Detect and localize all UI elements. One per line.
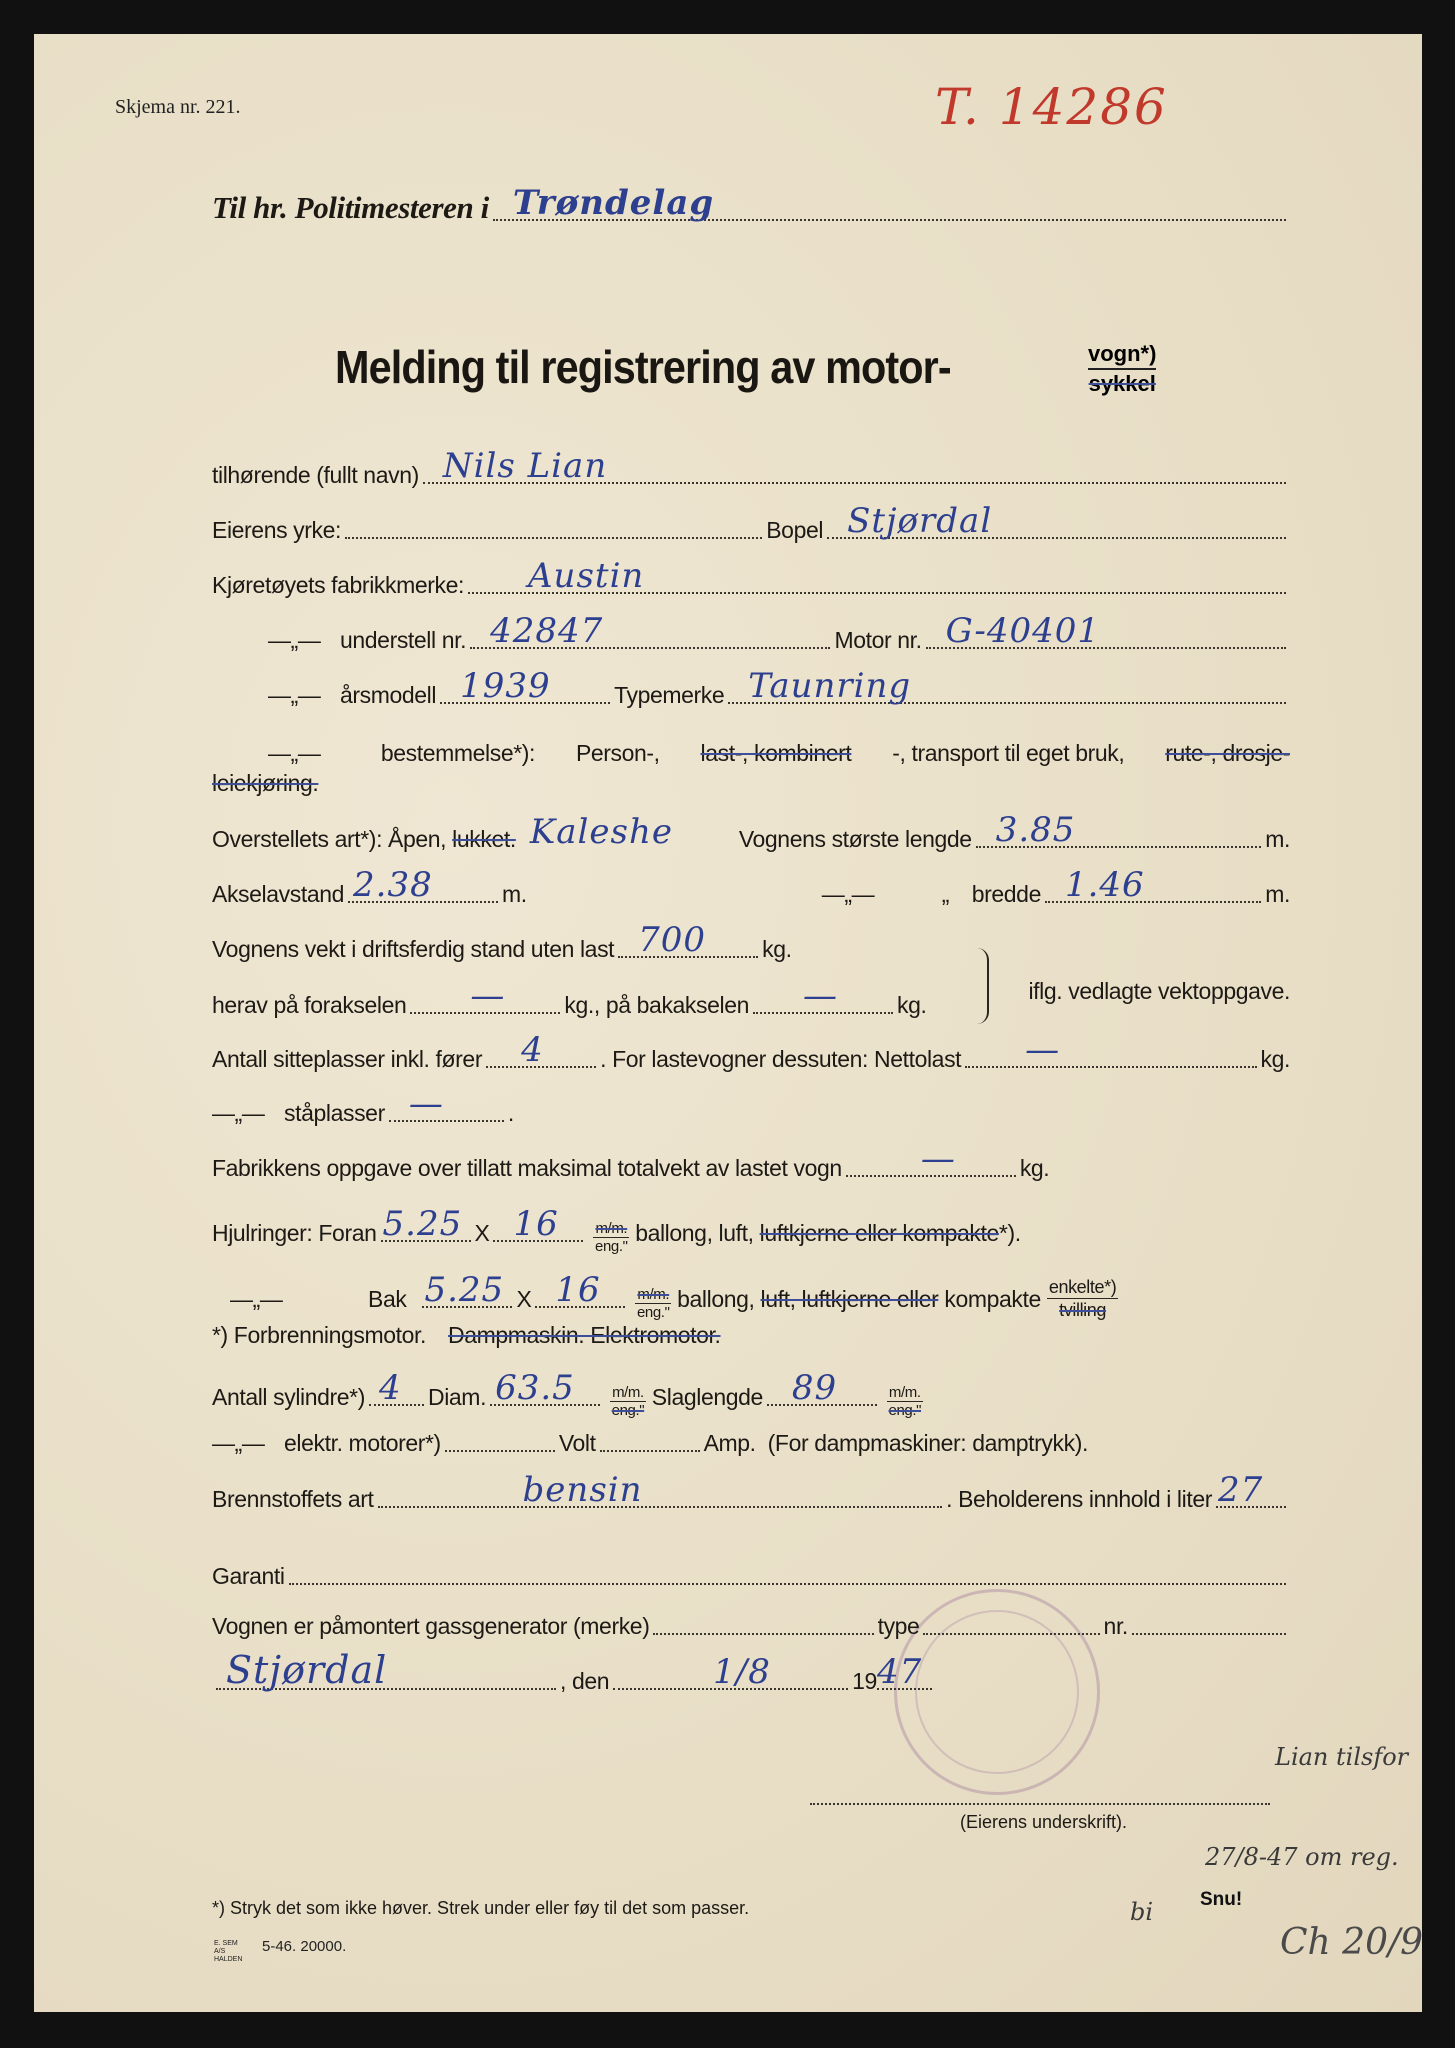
- owner-label: tilhørende (fullt navn): [212, 462, 419, 488]
- type-label: type: [877, 1613, 920, 1639]
- warranty-label: Garanti: [212, 1563, 285, 1589]
- ditto-mark: —„—: [268, 627, 321, 653]
- row-tires-front: [212, 1204, 1290, 1255]
- tire-rear-size-field[interactable]: [422, 1270, 512, 1310]
- row-engine-type: [212, 1322, 1290, 1349]
- unit-mm: m/m.: [888, 1384, 921, 1401]
- front-axle-label: herav på forakselen: [212, 992, 407, 1018]
- max-weight-field[interactable]: [846, 1139, 1016, 1179]
- diameter-label: Diam.: [428, 1384, 487, 1410]
- tank-value: 27: [1218, 1470, 1264, 1510]
- make-value: Austin: [528, 556, 645, 596]
- place-field[interactable]: [216, 1648, 556, 1692]
- margin-note-line1: Lian tilsfor: [1275, 1743, 1409, 1771]
- row-occupation: [212, 501, 1290, 544]
- times-sign: X: [474, 1220, 490, 1246]
- tire-rear-size: 5.25: [424, 1270, 505, 1310]
- rear-axle-value: —: [803, 976, 839, 1016]
- purpose-hire-struck: leiekjøring.: [212, 770, 319, 796]
- electric-motors-field[interactable]: [445, 1450, 555, 1452]
- cylinders-field[interactable]: [369, 1368, 424, 1408]
- addressee-value: Trøndelag: [512, 183, 715, 223]
- cylinders-value: 4: [379, 1368, 402, 1408]
- archive-reference: T. 14286: [935, 78, 1168, 136]
- diameter-field[interactable]: [490, 1368, 600, 1408]
- front-axle-field[interactable]: [410, 976, 560, 1016]
- unit-inch: eng.": [611, 1402, 645, 1419]
- tire-front-size-field[interactable]: [381, 1204, 471, 1244]
- printer-name: E. SEM A/S HALDEN: [214, 1940, 243, 1963]
- width-value: 1.46: [1064, 865, 1145, 905]
- motor-label: Motor nr.: [834, 627, 922, 653]
- owner-value: Nils Lian: [442, 446, 608, 486]
- unit-fraction: [635, 1286, 671, 1321]
- date-value: 1/8: [713, 1652, 771, 1692]
- row-tires-rear: [212, 1268, 1290, 1321]
- page-title: [335, 340, 951, 394]
- residence-field[interactable]: [827, 501, 1286, 541]
- addressee-field[interactable]: [493, 183, 1286, 223]
- length-field[interactable]: [976, 810, 1262, 850]
- year-value: 47: [876, 1652, 923, 1692]
- standing-value: —: [408, 1084, 444, 1124]
- net-load-value: —: [1025, 1030, 1061, 1070]
- unit-inch: eng.": [636, 1304, 670, 1321]
- row-purpose-cont: [212, 770, 1290, 797]
- row-purpose: [268, 740, 1290, 767]
- tank-label: . Beholderens innhold i liter: [946, 1486, 1212, 1512]
- volt-label: Volt: [558, 1430, 596, 1456]
- weight-unit: kg.: [762, 936, 792, 962]
- length-label: Vognens største lengde: [738, 826, 972, 852]
- engine-struck: Dampmaskin. Elektromotor.: [448, 1322, 721, 1348]
- type-label: Typemerke: [614, 682, 725, 708]
- weight-note: iflg. vedlagte vektoppgave.: [1028, 978, 1290, 1004]
- row-owner: [212, 446, 1290, 489]
- chassis-field[interactable]: [470, 611, 830, 651]
- tires-front-label: Hjulringer: Foran: [212, 1220, 377, 1246]
- model-year-field[interactable]: [440, 666, 610, 706]
- width-label: bredde: [971, 881, 1041, 907]
- front-axle-value: —: [470, 976, 506, 1016]
- rear-axle-label: kg., på bakakselen: [564, 992, 750, 1018]
- wheelbase-unit: m.: [502, 881, 527, 907]
- tire-end: *).: [998, 1220, 1021, 1246]
- make-field[interactable]: [468, 556, 1286, 596]
- unit-fraction: [887, 1384, 923, 1419]
- row-weight: [212, 920, 1290, 963]
- year-field[interactable]: [876, 1652, 932, 1692]
- body-value: Kaleshe: [529, 812, 673, 852]
- gas-generator-nr-field[interactable]: [1132, 1633, 1286, 1635]
- diameter-value: 63.5: [495, 1368, 575, 1408]
- ditto-mark: —„—: [212, 1430, 265, 1456]
- nr-label: nr.: [1103, 1613, 1128, 1639]
- width-unit: m.: [1265, 881, 1290, 907]
- model-year-value: 1939: [460, 666, 551, 706]
- rear-axle-field[interactable]: [753, 976, 893, 1016]
- purpose-route-struck: rute-, drosje-: [1165, 740, 1290, 766]
- title-option-sykkel: sykkel: [1088, 371, 1156, 396]
- row-make: [212, 556, 1290, 599]
- times-sign: X: [516, 1286, 532, 1312]
- residence-value: Stjørdal: [847, 501, 993, 541]
- row-fuel: [212, 1470, 1290, 1513]
- occupation-field[interactable]: [345, 537, 762, 539]
- row-warranty: [212, 1563, 1290, 1590]
- margin-initials: Ch 20/9: [1280, 1922, 1424, 1963]
- unit-fraction: [593, 1220, 629, 1255]
- seats-value: 4: [521, 1030, 544, 1070]
- net-load-label: . For lastevogner dessuten: Nettolast: [600, 1046, 962, 1072]
- owner-field[interactable]: [423, 446, 1286, 486]
- make-label: Kjøretøyets fabrikkmerke:: [212, 572, 464, 598]
- single-twin-fraction: [1047, 1276, 1118, 1321]
- wheelbase-field[interactable]: [348, 865, 498, 905]
- row-cylinders: [212, 1368, 1290, 1419]
- weight-field[interactable]: [618, 920, 758, 960]
- fuel-value: bensin: [522, 1470, 643, 1510]
- occupation-label: Eierens yrke:: [212, 517, 342, 543]
- unit-mm: m/m.: [612, 1384, 644, 1401]
- amp-label: Amp.: [703, 1430, 756, 1456]
- steam-pressure-label: (For dampmaskiner: damptrykk).: [767, 1430, 1088, 1456]
- ditto-mark: —„—: [230, 1286, 283, 1312]
- motor-field[interactable]: [926, 611, 1286, 651]
- purpose-person: Person-,: [575, 740, 660, 766]
- purpose-own-use: -, transport til eget bruk,: [892, 740, 1125, 766]
- ditto-mark: —„—: [212, 1100, 265, 1126]
- seats-field[interactable]: [486, 1030, 596, 1070]
- form-number: Skjema nr. 221.: [115, 96, 241, 118]
- tire-type-struck: luft, luftkjerne eller: [760, 1286, 939, 1312]
- max-weight-value: —: [920, 1139, 956, 1179]
- motor-value: G-40401: [945, 611, 1101, 651]
- length-value: 3.85: [995, 810, 1076, 850]
- title-option-vogn: vogn*): [1088, 340, 1156, 370]
- rear-axle-unit: kg.: [897, 992, 927, 1018]
- cylinders-label: Antall sylindre*): [212, 1384, 365, 1410]
- tire-rear-rim: 16: [555, 1270, 601, 1310]
- net-load-field[interactable]: [965, 1030, 1256, 1070]
- title-options: [1088, 340, 1156, 398]
- volt-field[interactable]: [600, 1450, 700, 1452]
- den-label: , den: [560, 1668, 610, 1694]
- unit-inch: eng.": [595, 1238, 628, 1255]
- wheelbase-label: Akselavstand: [212, 881, 344, 907]
- weight-label: Vognens vekt i driftsferdig stand uten last: [212, 936, 615, 962]
- row-body: [212, 810, 1290, 853]
- margin-note-line3: bi: [1130, 1898, 1154, 1926]
- model-year-label: årsmodell: [340, 682, 437, 708]
- option-twin: tvilling: [1059, 1300, 1106, 1320]
- signature-label: (Eierens underskrift).: [960, 1812, 1128, 1832]
- turn-over-note: Snu!: [1200, 1889, 1243, 1910]
- form-page: [34, 34, 1422, 2012]
- max-weight-unit: kg.: [1019, 1155, 1050, 1181]
- seats-label: Antall sitteplasser inkl. fører: [212, 1046, 483, 1072]
- warranty-field[interactable]: [289, 1583, 1286, 1585]
- title-main: Melding til registrering av motor-: [335, 341, 951, 393]
- fuel-field[interactable]: [378, 1470, 943, 1510]
- chassis-value: 42847: [490, 611, 604, 651]
- gas-generator-label: Vognen er påmontert gassgenerator (merke): [212, 1613, 650, 1639]
- purpose-label: bestemmelse*):: [380, 740, 536, 766]
- length-unit: m.: [1265, 826, 1290, 852]
- net-load-unit: kg.: [1260, 1046, 1290, 1072]
- fuel-label: Brennstoffets art: [212, 1486, 374, 1512]
- date-field[interactable]: [613, 1652, 848, 1692]
- wheelbase-value: 2.38: [353, 865, 433, 905]
- type-field[interactable]: [728, 666, 1286, 706]
- addressee-label: Til hr. Politimesteren i: [212, 190, 489, 225]
- weight-value: 700: [638, 920, 707, 960]
- row-chassis: [268, 611, 1290, 654]
- type-value: Taunring: [748, 666, 912, 706]
- unit-fraction: [610, 1384, 646, 1419]
- row-axle: [212, 976, 1290, 1019]
- ditto-mark: —„—: [821, 881, 875, 907]
- ditto-quote: „: [941, 881, 950, 907]
- unit-mm: m/m.: [637, 1286, 670, 1303]
- place-value: Stjørdal: [226, 1648, 388, 1692]
- tires-rear-label: Bak: [368, 1286, 407, 1312]
- tire-front-size: 5.25: [382, 1204, 463, 1244]
- row-wheelbase: [212, 865, 1290, 908]
- tire-type-struck: luftkjerne eller kompakte: [759, 1220, 999, 1246]
- width-field[interactable]: [1045, 865, 1261, 905]
- stroke-label: Slaglengde: [651, 1384, 763, 1410]
- purpose-cargo-struck: last-, kombinert: [700, 740, 852, 766]
- margin-note-line2: 27/8-47 om reg.: [1205, 1843, 1399, 1871]
- footnote: *) Stryk det som ikke høver. Strek under eller føy til det som passer.: [212, 1898, 750, 1918]
- tire-compact: kompakte: [944, 1286, 1041, 1312]
- body-label: Overstellets art*): Åpen,: [212, 826, 447, 852]
- residence-label: Bopel: [766, 517, 824, 543]
- gas-generator-type-field[interactable]: [923, 1633, 1099, 1635]
- printer-edition: 5-46. 20000.: [262, 1938, 347, 1955]
- unit-mm: m/m.: [595, 1220, 628, 1237]
- unit-inch: eng.": [888, 1402, 922, 1419]
- electric-motors-label: elektr. motorer*): [284, 1430, 441, 1456]
- stroke-value: 89: [791, 1368, 838, 1408]
- tire-type: ballong,: [677, 1286, 755, 1312]
- standing-field[interactable]: [389, 1084, 504, 1124]
- tire-rear-rim-field[interactable]: [535, 1270, 625, 1310]
- tire-front-rim-field[interactable]: [493, 1204, 583, 1244]
- standing-label: ståplasser: [284, 1100, 385, 1126]
- row-max-weight: [212, 1139, 1290, 1182]
- row-electric: [212, 1430, 1290, 1457]
- engine-combustion: *) Forbrenningsmotor.: [212, 1322, 427, 1348]
- option-single: enkelte*): [1048, 1277, 1117, 1297]
- tire-type: ballong, luft,: [635, 1220, 754, 1246]
- row-seats: [212, 1030, 1290, 1073]
- century-label: 19: [852, 1668, 877, 1694]
- row-gas-generator: [212, 1613, 1290, 1640]
- chassis-label: understell nr.: [340, 627, 467, 653]
- max-weight-label: Fabrikkens oppgave over tillatt maksimal totalvekt av lastet vogn: [212, 1155, 842, 1181]
- gas-generator-field[interactable]: [653, 1633, 873, 1635]
- stroke-field[interactable]: [767, 1368, 877, 1408]
- signature-line[interactable]: [810, 1803, 1270, 1805]
- tank-field[interactable]: [1216, 1470, 1286, 1510]
- row-standing: —„— ståplasser — .: [212, 1084, 514, 1126]
- tire-front-rim: 16: [513, 1204, 559, 1244]
- row-model-year: [268, 666, 1290, 709]
- body-closed-struck: lukket.: [452, 826, 516, 852]
- ditto-mark: —„—: [268, 740, 321, 766]
- ditto-mark: —„—: [268, 682, 321, 708]
- row-place-date: [212, 1648, 995, 1695]
